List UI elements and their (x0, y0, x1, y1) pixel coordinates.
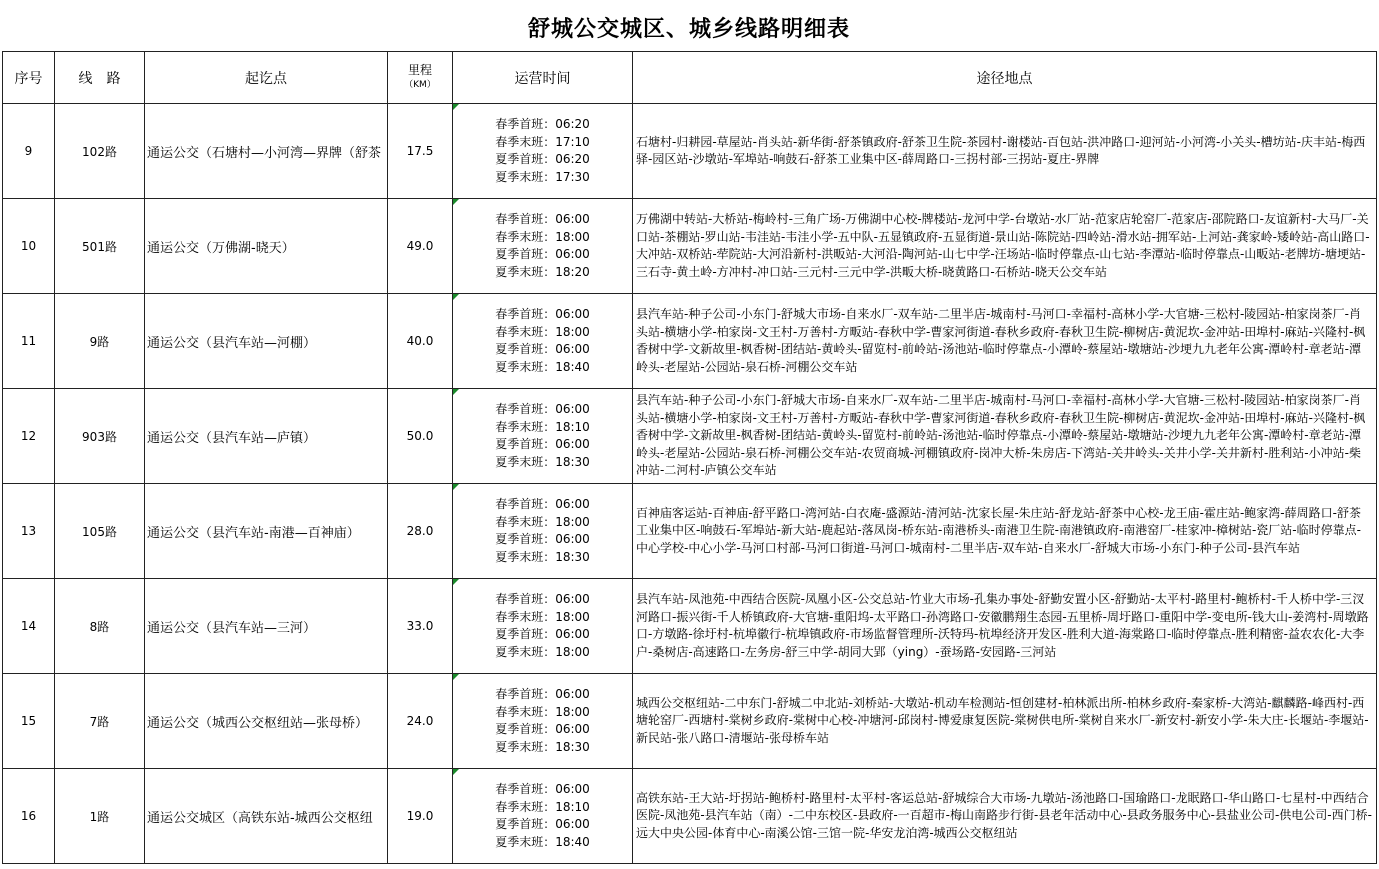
cell-km: 50.0 (388, 389, 453, 484)
table-row (3, 484, 1377, 579)
cell-stops: 石塘村-归耕园-草屋站-肖头站-新华街-舒茶镇政府-舒茶卫生院-茶园村-谢楼站-百包站-洪冲路口-迎河站-小河湾-小关头-槽坊站-庆丰站-梅西驿-园区站-沙墩站-军埠站-响鼓石-舒茶工业集中区-薛周路口-三拐村部-三拐站-夏庄-界牌 (633, 104, 1377, 199)
time-line: 春季末班：18:00 (495, 609, 590, 624)
cell-line: 501路 (55, 199, 145, 294)
cell-km: 33.0 (388, 579, 453, 674)
time-line: 夏季首班：06:20 (495, 152, 590, 166)
cell-stops: 高铁东站-王大站-圩拐站-鲍桥村-路里村-太平村-客运总站-舒城综合大市场-九墩站-汤池路口-国瑜路口-龙眠路口-华山路口-七星村-中西结合医院-凤池苑-县汽车站（南）-二中东校区-县政府-一百超市-梅山南路步行街-县老年活动中心-县政务服务中心-县盐业公司-供电公司-西门桥-远大中央公园-体育中心-南溪公馆-三馆一院-华安龙泊湾-城西公交枢纽站 (633, 769, 1377, 864)
cell-km: 49.0 (388, 199, 453, 294)
table-row (3, 199, 1377, 294)
header-route: 起讫点 (145, 52, 388, 104)
time-line: 春季首班：06:00 (495, 687, 590, 701)
time-line: 夏季末班：17:30 (495, 169, 590, 184)
cell-no: 13 (3, 484, 55, 579)
cell-line: 8路 (55, 579, 145, 674)
time-line: 春季末班：18:00 (495, 514, 590, 529)
time-line: 夏季首班：06:00 (495, 532, 590, 546)
table-row (3, 579, 1377, 674)
cell-line: 9路 (55, 294, 145, 389)
time-line: 夏季首班：06:00 (495, 817, 590, 831)
cell-time (453, 484, 633, 579)
header-stops: 途径地点 (633, 52, 1377, 104)
cell-time (453, 674, 633, 769)
time-line: 夏季首班：06:00 (495, 627, 590, 641)
header-row (3, 52, 1377, 104)
cell-stops: 县汽车站-种子公司-小东门-舒城大市场-自来水厂-双车站-二里半店-城南村-马河口-幸福村-高林小学-大官塘-三松村-陵园站-柏家岗茶厂-肖头站-横塘小学-柏家岗-文王村-万善村-方畈站-春秋中学-曹家河街道-春秋乡政府-春秋卫生院-柳树店-黄泥坎-金冲站-田埠村-麻站-兴隆村-枫香树中学-文新故里-枫香树-团结站-黄岭头-留览村-前岭站-汤池站-临时停靠点-小潭岭-蔡屋站-墩塘站-沙埂九九老年公寓-潭岭村-章老站-潭岭头-老屋站-公园站-泉石桥-河棚公交车站-农贸商城-河棚镇政府-岗冲大桥-朱房店-下湾站-关井岭头-关井小学-关井新村-胜利站-小冲站-柴冲站-二河村-庐镇公交车站 (633, 389, 1377, 484)
cell-km: 40.0 (388, 294, 453, 389)
cell-stops: 万佛湖中转站-大桥站-梅岭村-三角广场-万佛湖中心校-牌楼站-龙河中学-台墩站-水厂站-范家店轮窑厂-范家店-邵院路口-友谊新村-大马厂-关口站-茶棚站-罗山站-韦洼站-韦洼小学-五中队-五显镇政府-五显街道-景山站-陈院站-四岭站-滑水站-拥军站-上河站-龚家岭-矮岭站-高山路口-大冲站-双桥站-荦院站-大河沿新村-洪畈站-大河沿-陶河站-山七中学-汪场站-临时停靠点-山七站-李潭站-临时停靠点-山畈站-老牌坊-塘埂站-三石寺-黄土岭-方冲村-冲口站-三元村-三元中学-洪畈大桥-晓黄路口-石桥站-晓天公交车站 (633, 199, 1377, 294)
cell-route: 通运公交（石塘村—小河湾—界牌（舒茶 (145, 104, 388, 199)
cell-marker-icon (453, 579, 459, 585)
header-km-label: 里程 (407, 62, 432, 77)
cell-no: 12 (3, 389, 55, 484)
time-line: 春季末班：18:10 (495, 419, 590, 434)
cell-time (453, 199, 633, 294)
cell-km: 28.0 (388, 484, 453, 579)
time-line: 夏季末班：18:00 (495, 644, 590, 659)
cell-route: 通运公交（县汽车站—庐镇） (145, 389, 388, 484)
table-row (3, 389, 1377, 484)
cell-no: 9 (3, 104, 55, 199)
cell-line: 105路 (55, 484, 145, 579)
cell-marker-icon (453, 199, 459, 205)
cell-no: 14 (3, 579, 55, 674)
cell-route: 通运公交（县汽车站—河棚） (145, 294, 388, 389)
cell-line: 1路 (55, 769, 145, 864)
cell-time (453, 579, 633, 674)
table-row (3, 674, 1377, 769)
time-line: 春季首班：06:20 (495, 117, 590, 131)
time-line: 夏季末班：18:30 (495, 549, 590, 564)
cell-route: 通运公交城区（高铁东站-城西公交枢纽 (145, 769, 388, 864)
header-line: 线 路 (55, 52, 145, 104)
cell-no: 10 (3, 199, 55, 294)
header-km (388, 52, 453, 104)
time-line: 春季末班：18:00 (495, 324, 590, 339)
time-line: 春季首班：06:00 (495, 592, 590, 606)
time-line: 春季末班：18:00 (495, 229, 590, 244)
time-line: 夏季末班：18:40 (495, 359, 590, 374)
header-km-unit: （KM） (404, 79, 436, 90)
time-line: 夏季首班：06:00 (495, 247, 590, 261)
cell-stops: 城西公交枢纽站-二中东门-舒城二中北站-刘桥站-大墩站-机动车检测站-恒创建材-柏林派出所-柏林乡政府-秦家桥-大湾站-麒麟路-峰西村-西塘轮窑厂-西塘村-棠树乡政府-棠树中心校-冲塘河-邱岗村-博爱康复医院-棠树供电所-棠树自来水厂-新安村-新安小学-朱大庄-长堰站-李堰站-新民站-张八路口-清堰站-张母桥车站 (633, 674, 1377, 769)
cell-marker-icon (453, 294, 459, 300)
cell-no: 11 (3, 294, 55, 389)
cell-marker-icon (453, 484, 459, 490)
cell-no: 16 (3, 769, 55, 864)
time-line: 春季首班：06:00 (495, 307, 590, 321)
route-table (2, 51, 1377, 864)
header-no: 序号 (3, 52, 55, 104)
page-title: 舒城公交城区、城乡线路明细表 (527, 16, 850, 42)
cell-marker-icon (453, 769, 459, 775)
cell-time (453, 104, 633, 199)
time-line: 春季末班：17:10 (495, 134, 590, 149)
cell-stops: 县汽车站-种子公司-小东门-舒城大市场-自来水厂-双车站-二里半店-城南村-马河口-幸福村-高林小学-大官塘-三松村-陵园站-柏家岗茶厂-肖头站-横塘小学-柏家岗-文王村-万善村-方畈站-春秋中学-曹家河街道-春秋乡政府-春秋卫生院-柳树店-黄泥坎-金冲站-田埠村-麻站-兴隆村-枫香树中学-文新故里-枫香树-团结站-黄岭头-留览村-前岭站-汤池站-临时停靠点-小潭岭-蔡屋站-墩塘站-沙埂九九老年公寓-潭岭村-章老站-潭岭头-老屋站-公园站-泉石桥-河棚公交车站 (633, 294, 1377, 389)
header-time: 运营时间 (453, 52, 633, 104)
cell-route: 通运公交（万佛湖-晓天） (145, 199, 388, 294)
time-line: 夏季首班：06:00 (495, 342, 590, 356)
time-line: 春季末班：18:10 (495, 799, 590, 814)
cell-time (453, 769, 633, 864)
time-line: 春季首班：06:00 (495, 497, 590, 511)
time-line: 夏季首班：06:00 (495, 437, 590, 451)
cell-line: 903路 (55, 389, 145, 484)
cell-km: 19.0 (388, 769, 453, 864)
table-row (3, 294, 1377, 389)
cell-route: 通运公交（县汽车站-南港—百神庙） (145, 484, 388, 579)
time-line: 夏季末班：18:30 (495, 739, 590, 754)
cell-stops: 百神庙客运站-百神庙-舒平路口-湾河站-白衣庵-盛源站-清河站-沈家长屋-朱庄站-舒龙站-舒茶中心校-龙王庙-霍庄站-鲍家湾-薛周路口-舒茶工业集中区-响鼓石-军埠站-新大站-鹿起站-落凤岗-桥东站-南港桥头-南港卫生院-南港镇政府-南港窑厂-桂家冲-樟树站-瓷厂站-临时停靠点-中心学校-中心小学-马河口村部-马河口街道-马河口-城南村-二里半店-双车站-自来水厂-舒城大市场-小东门-种子公司-县汽车站 (633, 484, 1377, 579)
time-line: 春季末班：18:00 (495, 704, 590, 719)
cell-time (453, 389, 633, 484)
cell-km: 24.0 (388, 674, 453, 769)
time-line: 春季首班：06:00 (495, 402, 590, 416)
cell-line: 7路 (55, 674, 145, 769)
cell-time (453, 294, 633, 389)
cell-route: 通运公交（城西公交枢纽站—张母桥） (145, 674, 388, 769)
time-line: 春季首班：06:00 (495, 782, 590, 796)
time-line: 夏季首班：06:00 (495, 722, 590, 736)
table-row (3, 769, 1377, 864)
cell-km: 17.5 (388, 104, 453, 199)
cell-marker-icon (453, 674, 459, 680)
time-line: 夏季末班：18:30 (495, 454, 590, 469)
time-line: 夏季末班：18:20 (495, 264, 590, 279)
cell-stops: 县汽车站-凤池苑-中西结合医院-凤凰小区-公交总站-竹业大市场-孔集办事处-舒勤安置小区-舒勤站-太平村-路里村-鲍桥村-千人桥中学-三汊河路口-振兴街-千人桥镇政府-大官塘-重阳坞-太平路口-孙湾路口-安徽鹏翔生态园-五里桥-周圩路口-重阳中学-变电所-钱大山-姜湾村-周墩路口-方墩路-徐圩村-杭埠徽行-杭埠镇政府-市场监督管理所-沃特玛-杭埠经济开发区-胜利大道-海棠路口-临时停靠点-胜利精密-益农农化-大李户-桑树店-高速路口-左务房-舒三中学-胡同大郢（ying）-蚕场路-安园路-三河站 (633, 579, 1377, 674)
cell-route: 通运公交（县汽车站—三河） (145, 579, 388, 674)
cell-marker-icon (453, 389, 459, 395)
cell-line: 102路 (55, 104, 145, 199)
time-line: 春季首班：06:00 (495, 212, 590, 226)
table-row (3, 104, 1377, 199)
cell-marker-icon (453, 104, 459, 110)
cell-no: 15 (3, 674, 55, 769)
time-line: 夏季末班：18:40 (495, 834, 590, 849)
